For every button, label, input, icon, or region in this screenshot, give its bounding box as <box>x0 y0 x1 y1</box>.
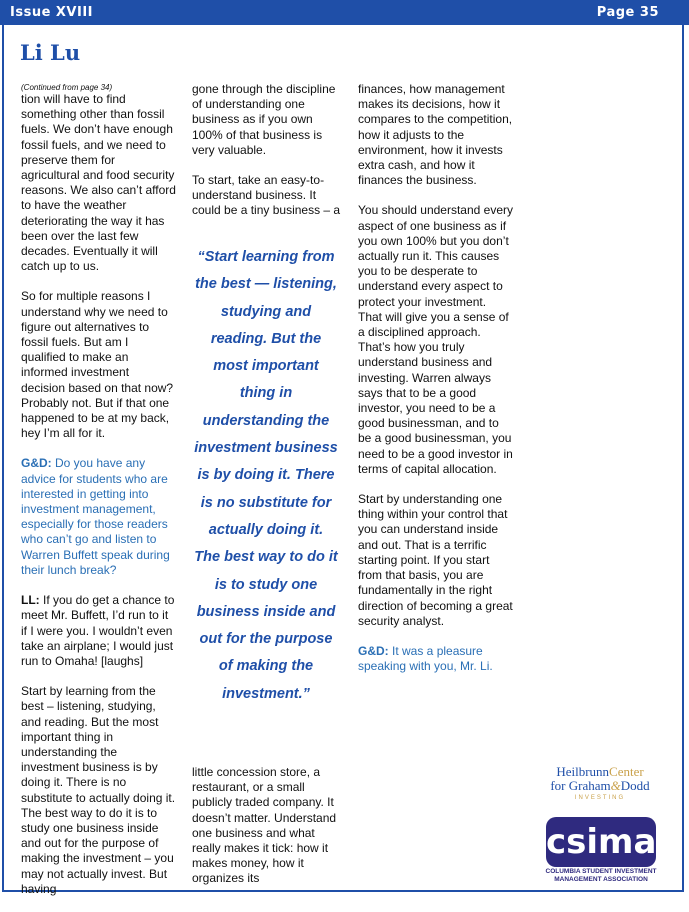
speaker-label: G&D: <box>358 643 389 658</box>
continued-note: (Continued from page 34) <box>21 83 113 92</box>
column-2-bottom <box>192 765 342 902</box>
closing-text: It was a pleasure speaking with you, Mr. Li. <box>358 643 493 674</box>
page-number: Page 35 <box>596 5 659 20</box>
interviewer-closing <box>358 644 513 674</box>
column-3 <box>358 82 513 689</box>
csima-caption <box>540 868 662 884</box>
page-header <box>0 0 689 25</box>
caption-line: MANAGEMENT ASSOCIATION <box>554 876 648 883</box>
answer-text: If you do get a chance to meet Mr. Buffett, I’d run to it if I were you. I wouldn’t even take an airplane; I would just run to Omaha! [laughs] <box>21 593 175 668</box>
heilbrunn-logo <box>540 765 660 801</box>
paragraph: finances, how management makes its decisions, how it compares to the competition, how it adjusts to the environment, how it invests extra cash, and how it finances the business. <box>358 82 513 188</box>
logo-ampersand: & <box>610 778 621 793</box>
caption-line: COLUMBIA STUDENT INVESTMENT <box>545 868 657 875</box>
speaker-label: LL: <box>21 593 40 608</box>
column-1 <box>21 83 176 912</box>
interviewee-answer <box>21 593 176 669</box>
logo-text: Heilbrunn <box>556 764 610 779</box>
logo-text: Dodd <box>620 778 650 793</box>
csima-logo: csima <box>546 817 656 867</box>
logo-text: for Graham <box>550 778 611 793</box>
logo-tagline: INVESTING <box>574 795 626 801</box>
paragraph: Start by learning from the best – listening, studying, and reading. But the most important thing in understanding the investment business is by doing it. There is no substitute to actually doing it. The best way to do it is to study one business inside and out for the purpose of making the investment – you may not actually invest. But having <box>21 684 176 896</box>
paragraph: little concession store, a restaurant, or a small publicly traded company. It doesn’t matter. Understand one business and what really makes it tick: how it makes money, how it organizes its <box>192 765 337 886</box>
speaker-label: G&D: <box>21 456 52 471</box>
question-text: Do you have any advice for students who are interested in getting into investment management, especially for those readers who can’t go and listen to Warren Buffett speak during their lunch break? <box>21 456 170 577</box>
logo-text: Center <box>609 764 644 779</box>
paragraph: To start, take an easy-to-understand business. It could be a tiny business – a <box>192 173 341 218</box>
paragraph: You should understand every aspect of one business as if you own 100% but you don’t actually run it. This causes you to be desperate to understand every aspect to protect your investment. That will give you a sense of a disciplined approach. That’s how you truly understand business and investing. Warren always says that to be a good investor, you need to be a good businessman, and to be a good businessman, you need to be a good investor in terms of capital allocation. <box>358 203 514 476</box>
paragraph: So for multiple reasons I understand why we need to figure out alternatives to fossil fuels. But am I qualified to make an informed investment decision based on that now? Probably not. But if that one happened to be at my back, hey I’m all for it. <box>21 289 174 441</box>
paragraph: tion will have to find something other than fossil fuels. We don’t have enough fossil fuels, and we need to preserve them for agricultural and food security reasons. We also can’t afford to have the weather deteriorating the way it has been over the last few decades. Eventually it will catch up to us. <box>21 92 176 274</box>
issue-number: Issue XVIII <box>10 5 94 20</box>
pull-quote: “Start learning from the best — listening, studying and reading. But the most important thing in understanding the investment business is by doing it. There is no substitute for actually doing it. The best way to do it is to study one business inside and out for the purpose of making the investment.” <box>194 249 338 702</box>
paragraph: Start by understanding one thing within your control that you can understand inside and out. That is a terrific starting point. If you start from that basis, you are fundamentally in the right direction of becoming a great security analyst. <box>358 492 513 628</box>
column-2-top <box>192 82 342 234</box>
interviewer-question <box>21 456 176 578</box>
paragraph: gone through the discipline of understanding one business as if you own 100% of that business is very valuable. <box>192 82 336 157</box>
article-title: Li Lu <box>20 40 81 65</box>
